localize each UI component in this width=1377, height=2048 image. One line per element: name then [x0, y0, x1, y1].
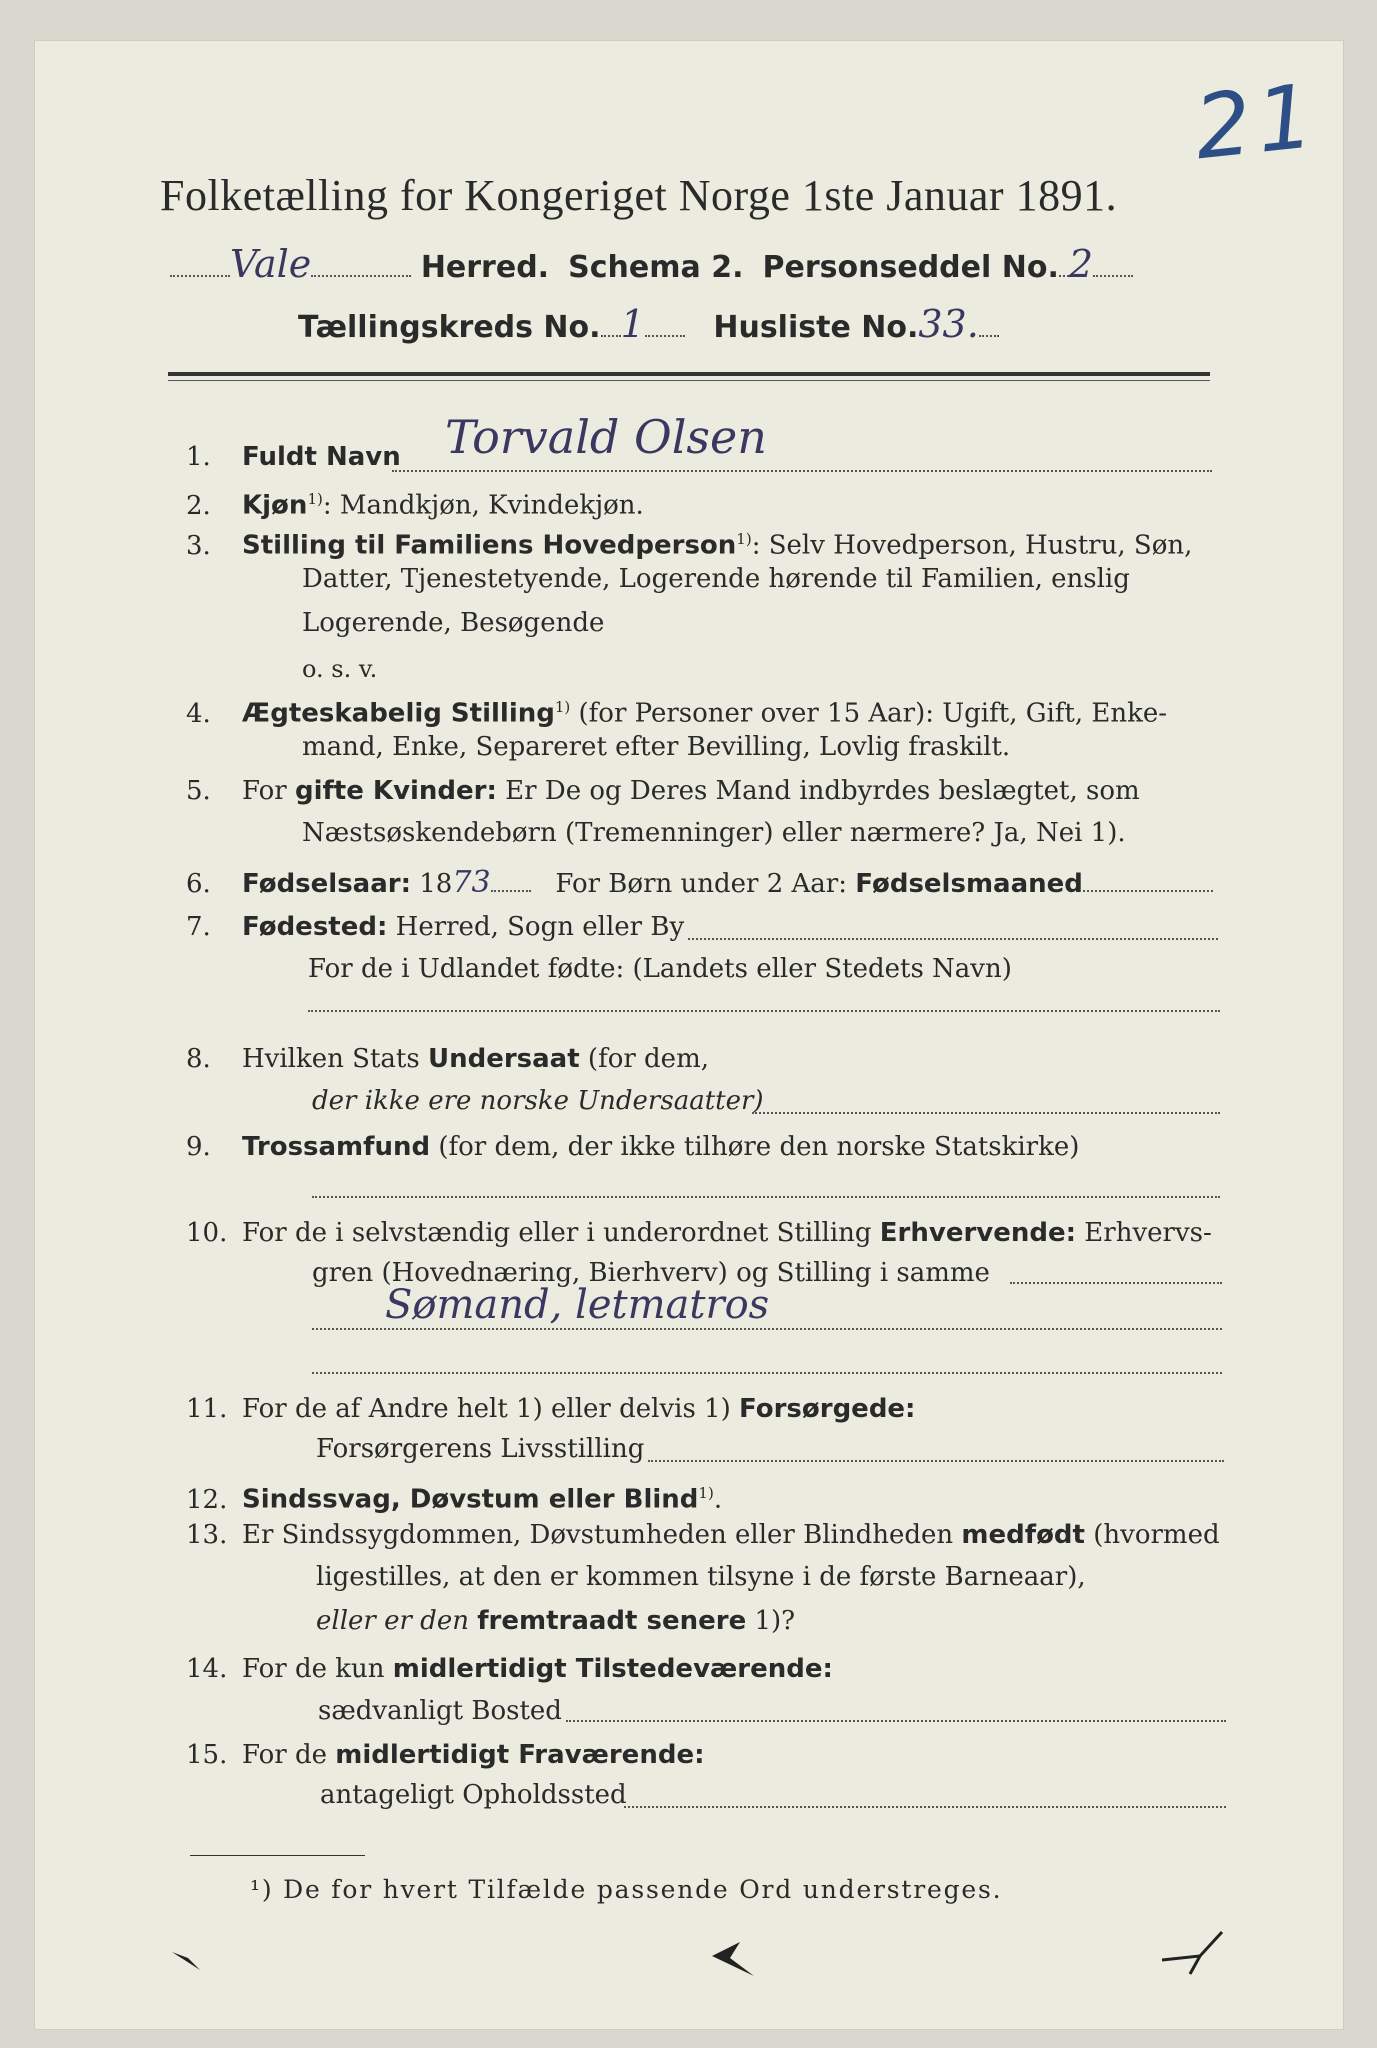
footnote: ¹) De for hvert Tilfælde passende Ord understreges.: [250, 1875, 1003, 1904]
birthplace-line: [688, 938, 1218, 940]
item-7: 7. Fødested: Herred, Sogn eller By: [186, 912, 685, 942]
corner-mark-left: [170, 1950, 220, 1980]
abode-line: [624, 1806, 1226, 1808]
item-13-line-2: ligestilles, at den er kommen tilsyne i de første Barneaar),: [316, 1562, 1086, 1592]
item-4-line-2: mand, Enke, Separeret efter Bevilling, Lovlig fraskilt.: [302, 732, 1011, 762]
full-name-line: [392, 470, 1212, 472]
kreds-label: Tællingskreds No.: [298, 310, 601, 345]
full-name-value: Torvald Olsen: [445, 410, 767, 464]
item-9: 9. Trossamfund (for dem, der ikke tilhøre den norske Statskirke): [186, 1132, 1080, 1162]
occupation-line-2: [312, 1328, 1222, 1330]
provider-line: [648, 1460, 1224, 1462]
item-4: 4. Ægteskabelig Stilling$^{1)}$ (for Personer over 15 Aar): Ugift, Gift, Enke-: [186, 698, 1168, 729]
item-11: 11. For de af Andre helt 1) eller delvis 1) Forsørgede:: [186, 1394, 916, 1424]
item-13: 13. Er Sindssygdommen, Døvstumheden eller Blindheden medfødt (hvormed: [186, 1520, 1220, 1550]
item-15-line-2: antageligt Opholdssted: [320, 1780, 627, 1810]
item-10-line-2: gren (Hovednæring, Bierhverv) og Stilling i samme: [312, 1258, 990, 1288]
occupation-line-3: [312, 1372, 1222, 1374]
residence-line: [566, 1720, 1226, 1722]
full-name-label: Fuldt Navn: [242, 442, 401, 472]
municipality-value: Vale: [230, 242, 312, 286]
item-15: 15. For de midlertidigt Fraværende:: [186, 1740, 705, 1770]
birth-year-value: 73: [452, 865, 491, 900]
item-5-line-2: Næstsøskendebørn (Tremenninger) eller nærmere? Ja, Nei 1).: [302, 818, 1126, 848]
item-8: 8. Hvilken Stats Undersaat (for dem,: [186, 1044, 709, 1074]
item-8-line-2: der ikke ere norske Undersaatter): [312, 1086, 764, 1116]
foreign-birthplace-line: [308, 1010, 1220, 1012]
item-12: 12. Sindssvag, Døvstum eller Blind$^{1)}$.: [186, 1484, 723, 1515]
item-3-line-3: Logerende, Besøgende: [302, 608, 605, 638]
corner-mark-center: [710, 1940, 760, 1980]
handwritten-page-number: 21: [1189, 63, 1325, 180]
header-divider: [168, 372, 1210, 376]
husliste-number: 33.: [918, 302, 979, 346]
corner-mark-right: [1160, 1930, 1230, 1980]
item-3-line-4: o. s. v.: [302, 655, 378, 683]
herred-label: Herred.: [420, 250, 550, 285]
citizenship-line: [752, 1112, 1220, 1114]
personseddel-number: 2: [1068, 242, 1094, 286]
item-14-line-2: sædvanligt Bosted: [318, 1696, 562, 1726]
item-11-line-2: Forsørgerens Livsstilling: [316, 1434, 645, 1464]
item-1: 1. Fuldt Navn: [186, 442, 401, 472]
occupation-line-1: [1010, 1282, 1222, 1284]
item-13-line-3: eller er den fremtraadt senere 1)?: [316, 1606, 796, 1636]
item-14: 14. For de kun midlertidigt Tilstedeværende:: [186, 1654, 833, 1684]
kreds-number: 1: [620, 302, 645, 346]
item-10: 10. For de i selvstændig eller i underordnet Stilling Erhvervende: Erhvervs-: [186, 1218, 1212, 1248]
item-5: 5. For gifte Kvinder: Er De og Deres Mand indbyrdes beslægtet, som: [186, 776, 1140, 806]
husliste-label: Husliste No.: [713, 310, 919, 345]
item-6: 6. Fødselsaar: 1873 For Børn under 2 Aar: Fødselsmaaned: [186, 864, 1213, 903]
schema-label: Schema 2.: [568, 250, 744, 285]
item-2: 2. Kjøn$^{1)}$: Mandkjøn, Kvindekjøn.: [186, 490, 644, 521]
item-3: 3. Stilling til Familiens Hovedperson$^{1)}$: Selv Hovedperson, Hustru, Søn,: [186, 530, 1193, 561]
item-7-line-2: For de i Udlandet fødte: (Landets eller Stedets Navn): [308, 954, 1012, 984]
form-title: Folketælling for Kongeriget Norge 1ste Januar 1891.: [160, 171, 1118, 220]
religion-line: [312, 1196, 1220, 1198]
personseddel-label: Personseddel No.: [762, 250, 1059, 285]
header-line-2: [298, 302, 999, 346]
header-divider-thin: [168, 380, 1210, 381]
footnote-rule: [190, 1855, 365, 1856]
item-3-line-2: Datter, Tjenestetyende, Logerende hørende til Familien, enslig: [302, 564, 1130, 594]
header-line-1: [170, 242, 1133, 286]
occupation-value: Sømand, letmatros: [385, 1282, 770, 1328]
